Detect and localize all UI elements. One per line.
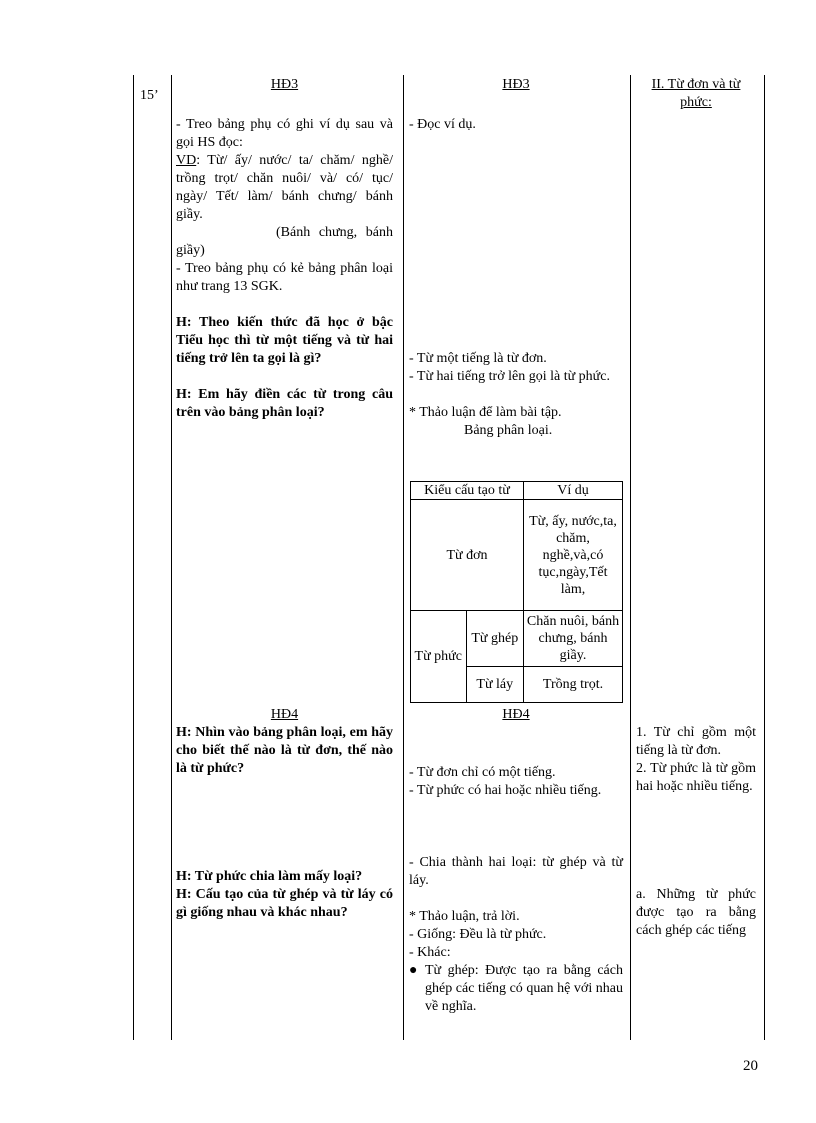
lesson-content [636, 76, 756, 112]
table-border-student [630, 75, 631, 1040]
student-answer-11: Từ ghép: Được tạo ra bằng cách ghép các tiếng có quan hệ với nhau về nghĩa. [425, 963, 623, 1014]
lesson-content-hd4 [636, 724, 756, 940]
table-header-type: Kiểu cấu tạo từ [411, 482, 524, 500]
vd-text: : Từ/ ấy/ nước/ ta/ chăm/ nghề/ trồng trọt/ chăn nuôi/ và/ có/ tục/ ngày/ Tết/ làm/ bánh chưng/ bánh giầy. [176, 153, 393, 222]
student-activities-hd4 [409, 706, 623, 1016]
teacher-hd4-heading: HĐ4 [270, 707, 299, 722]
teacher-instruction-1: - Treo bảng phụ có ghi ví dụ sau và gọi HS đọc: [176, 117, 393, 150]
teacher-question-1: H: Theo kiến thức đã học ở bậc Tiểu học thì từ một tiếng và từ hai tiếng trở lên ta gọi là gì? [176, 315, 393, 366]
student-answer-5: - Từ đơn chỉ có một tiếng. [409, 765, 556, 780]
student-answer-9: - Giống: Đều là từ phức. [409, 927, 547, 942]
teacher-question-5: H: Cấu tạo của từ ghép và từ láy có gì giống nhau và khác nhau? [176, 887, 393, 920]
table-cell-tu-don-example: Từ, ấy, nước,ta, chăm, nghề,và,có tục,ngày,Tết làm, [524, 500, 623, 611]
table-caption: Bảng phân loại. [464, 423, 553, 438]
student-hd3-heading: HĐ3 [502, 77, 530, 92]
student-activities [409, 76, 623, 440]
table-border-teacher [403, 75, 404, 1040]
table-border-left [133, 75, 134, 1040]
student-hd4-heading: HĐ4 [502, 707, 530, 722]
page-number: 20 [743, 1058, 758, 1074]
table-header-example: Ví dụ [524, 482, 623, 500]
table-cell-tu-phuc: Từ phức [411, 611, 467, 703]
content-point-3: a. Những từ phức được tạo ra bằng cách ghép các tiếng [636, 887, 756, 938]
table-cell-tu-ghep: Từ ghép [466, 611, 523, 667]
table-cell-tu-don: Từ đơn [411, 500, 524, 611]
student-answer-4: * Thảo luận để làm bài tập. [409, 405, 562, 420]
teacher-activities-hd4 [176, 706, 393, 922]
teacher-question-4: H: Từ phức chia làm mấy loại? [176, 869, 363, 884]
bullet-icon: ● [409, 963, 418, 978]
time-label: 15’ [140, 88, 159, 103]
classification-table [410, 481, 623, 703]
student-answer-7: - Chia thành hai loại: từ ghép và từ láy. [409, 855, 623, 888]
table-border-right [764, 75, 765, 1040]
table-cell-tu-lay-example: Trồng trọt. [524, 667, 623, 703]
table-cell-tu-ghep-example: Chăn nuôi, bánh chưng, bánh giầy. [524, 611, 623, 667]
teacher-instruction-2: - Treo bảng phụ có kẻ bảng phân loại như trang 13 SGK. [176, 261, 393, 294]
student-answer-10: - Khác: [409, 945, 451, 960]
teacher-activities [176, 76, 393, 422]
student-bullet-tu-ghep [409, 962, 623, 1016]
student-answer-3: - Từ hai tiếng trở lên gọi là từ phức. [409, 369, 610, 384]
table-cell-tu-lay: Từ láy [466, 667, 523, 703]
content-point-1: 1. Từ chỉ gồm một tiếng là từ đơn. [636, 725, 756, 758]
vd-label: VD [176, 153, 197, 168]
teacher-question-3: H: Nhìn vào bảng phân loại, em hãy cho biết thế nào là từ đơn, thế nào là từ phức? [176, 725, 393, 776]
teacher-example [176, 152, 393, 224]
teacher-hd3-heading: HĐ3 [270, 77, 299, 92]
teacher-example-note: (Bánh chưng, bánh giầy) [176, 225, 393, 258]
student-answer-1: - Đọc ví dụ. [409, 117, 476, 132]
content-heading: II. Từ đơn và từ phức: [651, 77, 741, 110]
content-point-2: 2. Từ phức là từ gồm hai hoặc nhiều tiếng. [636, 761, 756, 794]
student-answer-8: * Thảo luận, trả lời. [409, 909, 520, 924]
teacher-question-2: H: Em hãy điền các từ trong câu trên vào bảng phân loại? [176, 387, 393, 420]
student-answer-2: - Từ một tiếng là từ đơn. [409, 351, 547, 366]
student-answer-6: - Từ phức có hai hoặc nhiều tiếng. [409, 783, 602, 798]
table-border-time [171, 75, 172, 1040]
